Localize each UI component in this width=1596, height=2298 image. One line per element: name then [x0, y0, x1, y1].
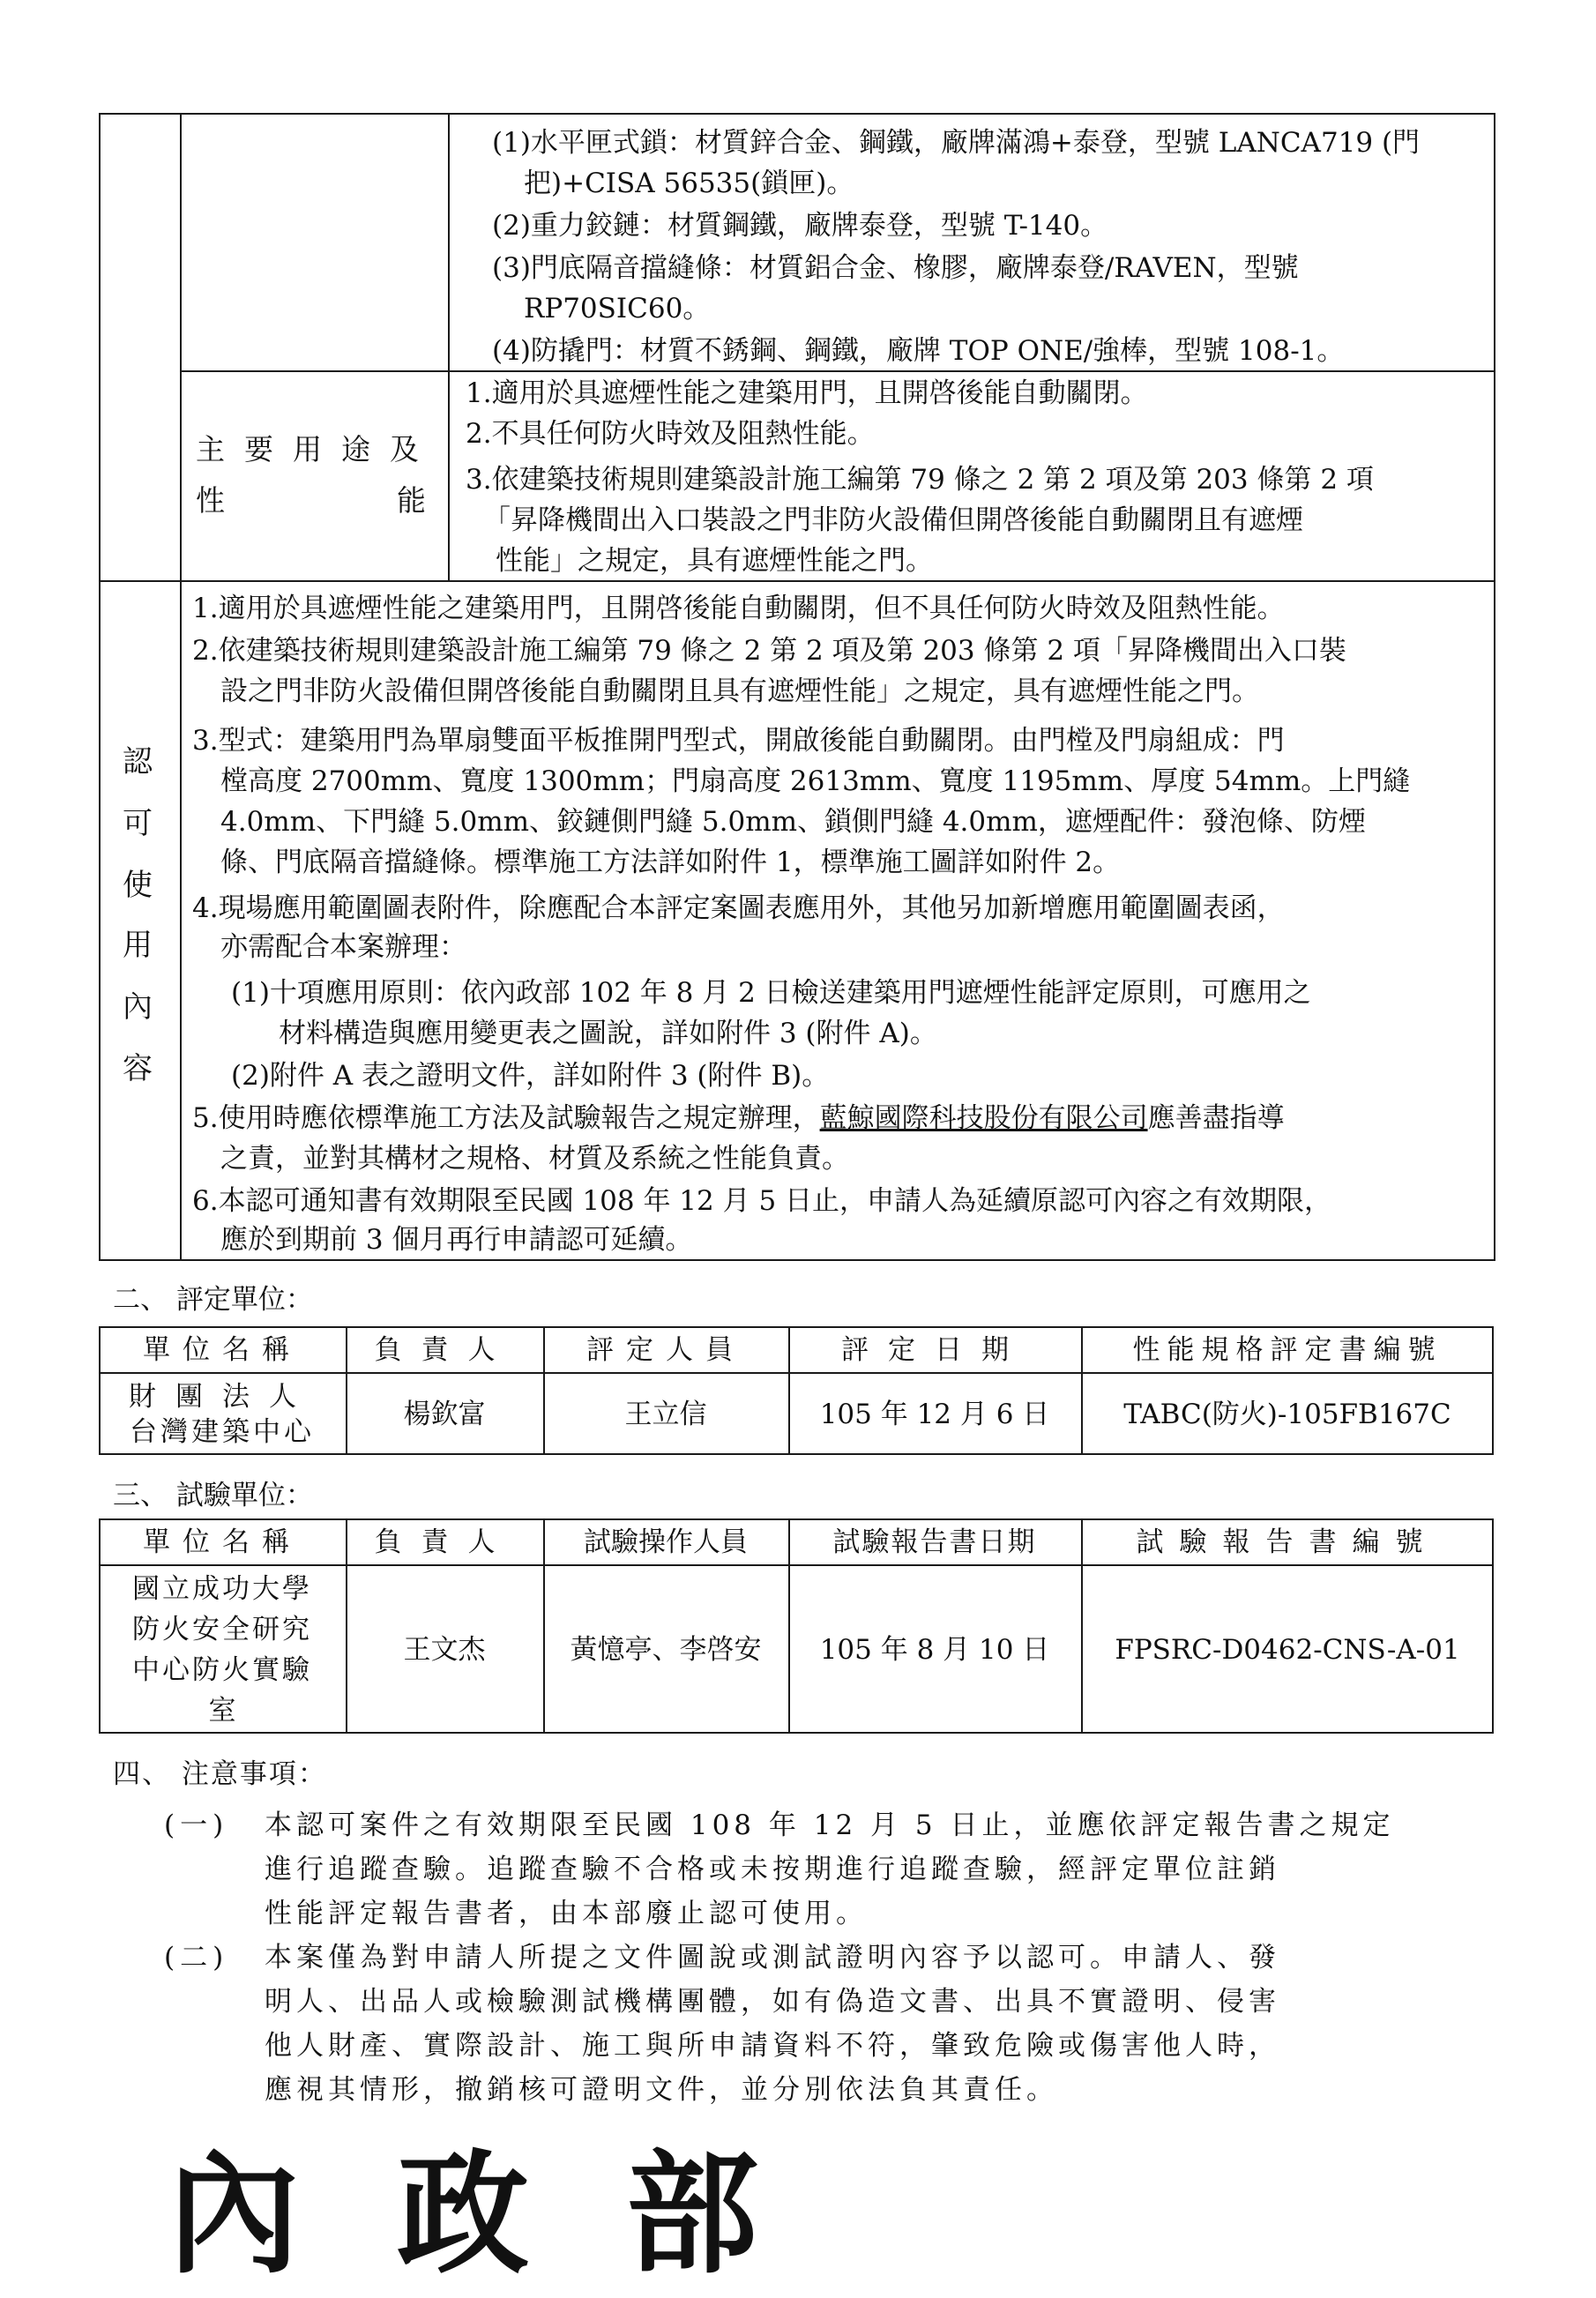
test-unit-line: 中心防火實驗 — [132, 1654, 312, 1686]
eval-header-date: 評定日期 — [841, 1334, 1028, 1366]
eval-header-person: 負責人 — [374, 1334, 515, 1366]
ministry-seal: 內政部 — [168, 2137, 856, 2292]
test-unit-line: 國立成功大學 — [132, 1573, 312, 1605]
test-cell-number: FPSRC-D0462-CNS-A-01 — [1115, 1634, 1460, 1666]
test-header-operators: 試驗操作人員 — [584, 1526, 748, 1558]
approval-line: 條、門底隔音擋縫條。標準施工方法詳如附件 1，標準施工圖詳如附件 2。 — [220, 847, 1121, 878]
approval-label-char: 可 — [123, 806, 153, 841]
eval-unit-line: 台灣建築中心 — [130, 1416, 315, 1448]
spec-line: (3)門底隔音擋縫條：材質鋁合金、橡膠，廠牌泰登/RAVEN，型號 — [492, 252, 1299, 284]
test-header-number: 試驗報告書編號 — [1136, 1526, 1439, 1558]
approval-line: 2.依建築技術規則建築設計施工編第 79 條之 2 第 2 項及第 203 條第 2 項「昇降機間出入口裝 — [192, 635, 1346, 667]
table-border-left — [99, 113, 101, 1261]
approval-line: (1)十項應用原則：依內政部 102 年 8 月 2 日檢送建築用門遮煙性能評定原則，可應用之 — [231, 977, 1311, 1009]
usage-line: 3.依建築技術規則建築設計施工編第 79 條之 2 第 2 項及第 203 條第 2 項 — [466, 464, 1374, 496]
table-divider-col2 — [448, 113, 450, 580]
approval-line: 亦需配合本案辦理： — [220, 931, 466, 963]
table-border-right — [1494, 113, 1495, 1261]
note2-line: 本案僅為對申請人所提之文件圖說或測試證明內容予以認可。申請人、發 — [265, 1942, 1280, 1973]
approval-line: 材料構造與應用變更表之圖說，詳如附件 3 (附件 A)。 — [279, 1018, 937, 1049]
approval-label-char: 使 — [123, 868, 153, 903]
eval-cell-date: 105 年 12 月 6 日 — [819, 1399, 1050, 1430]
test-header-date: 試驗報告書日期 — [832, 1526, 1037, 1558]
test-unit-line: 室 — [208, 1695, 236, 1727]
eval-header-unit: 單位名稱 — [143, 1334, 302, 1366]
approval-line: 應於到期前 3 個月再行申請認可延續。 — [220, 1224, 693, 1256]
test-cell-operators: 黃憶亭、李啓安 — [570, 1634, 762, 1666]
approval-label-char: 用 — [123, 928, 153, 963]
eval-cell-number: TABC(防火)-105FB167C — [1123, 1399, 1451, 1430]
approval-line: 樘高度 2700mm、寬度 1300mm；門扇高度 2613mm、寬度 1195mm、厚度 54mm。上門縫 — [220, 765, 1411, 797]
note1-line: 本認可案件之有效期限至民國 108 年 12 月 5 日止，並應依評定報告書之規定 — [265, 1809, 1395, 1841]
approval-label-char: 容 — [123, 1051, 153, 1086]
table-border-bottom — [99, 1259, 1495, 1261]
eval-cell-evaluator: 王立信 — [624, 1399, 707, 1430]
approval-line: 3.型式：建築用門為單扇雙面平板推開門型式，開啟後能自動關閉。由門樘及門扇組成：門 — [192, 725, 1285, 757]
usage-label-line1: 主要用途及 — [196, 432, 438, 466]
approval-line5-suffix: 應善盡指導 — [1147, 1102, 1285, 1134]
approval-line: 4.0mm、下門縫 5.0mm、鉸鏈側門縫 5.0mm、鎖側門縫 4.0mm，遮煙配件：發泡條、防煙 — [220, 806, 1366, 838]
approval-line: 1.適用於具遮煙性能之建築用門，且開啓後能自動關閉，但不具任何防火時效及阻熱性能。 — [192, 593, 1285, 624]
approval-line: 之責，並對其構材之規格、材質及系統之性能負責。 — [220, 1143, 849, 1175]
approval-label-char: 認 — [123, 744, 153, 780]
eval-header-number: 性能規格評定書編號 — [1132, 1334, 1443, 1366]
usage-label-line2b: 能 — [397, 483, 426, 518]
test-cell-unit — [99, 1566, 346, 1734]
note1-marker: (一) — [164, 1809, 229, 1841]
test-unit-line: 防火安全研究 — [132, 1614, 312, 1645]
section3-heading: 三、 試驗單位： — [113, 1480, 313, 1511]
eval-unit-line: 財團法人 — [129, 1381, 316, 1413]
approval-line: 4.現場應用範圍圖表附件，除應配合本評定案圖表應用外，其他另加新增應用範圍圖表函， — [192, 892, 1285, 924]
approval-line: 設之門非防火設備但開啓後能自動關閉且具有遮煙性能」之規定，具有遮煙性能之門。 — [220, 675, 1259, 707]
note2-line: 明人、出品人或檢驗測試機構團體，如有偽造文書、出具不實證明、侵害 — [265, 1986, 1280, 2018]
test-cell-person: 王文杰 — [403, 1634, 486, 1666]
note2-line: 他人財產、實際設計、施工與所申請資料不符，肇致危險或傷害他人時， — [265, 2030, 1280, 2062]
table-border-top — [99, 113, 1495, 115]
table-divider-row1 — [180, 370, 1494, 372]
note1-line: 性能評定報告書者，由本部廢止認可使用。 — [265, 1898, 868, 1929]
eval-header-evaluator: 評定人員 — [586, 1334, 745, 1366]
test-header-person: 負責人 — [374, 1526, 515, 1558]
note2-line: 應視其情形，撤銷核可證明文件，並分別依法負其責任。 — [265, 2074, 1058, 2106]
approval-line: 6.本認可通知書有效期限至民國 108 年 12 月 5 日止，申請人為延續原認可內容之有效期限， — [192, 1185, 1332, 1217]
company-name: 藍鯨國際科技股份有限公司 — [819, 1102, 1148, 1134]
table-divider-col1 — [180, 113, 182, 1261]
note1-line: 進行追蹤查驗。追蹤查驗不合格或未按期進行追蹤查驗，經評定單位註銷 — [265, 1854, 1280, 1885]
test-cell-date: 105 年 8 月 10 日 — [819, 1634, 1050, 1666]
note2-marker: (二) — [164, 1942, 229, 1973]
approval-line — [192, 1099, 1285, 1138]
eval-cell-unit — [99, 1374, 346, 1455]
test-header-unit: 單位名稱 — [143, 1526, 302, 1558]
spec-line: 把)+CISA 56535(鎖匣)。 — [524, 168, 854, 199]
usage-label-line2a: 性 — [196, 483, 225, 518]
spec-line: (2)重力鉸鏈：材質鋼鐵，廠牌泰登，型號 T-140。 — [492, 210, 1108, 242]
spec-line: RP70SIC60。 — [524, 293, 711, 325]
usage-line: 2.不具任何防火時效及阻熱性能。 — [466, 418, 875, 450]
usage-line: 1.適用於具遮煙性能之建築用門，且開啓後能自動關閉。 — [466, 377, 1148, 409]
eval-cell-person: 楊欽富 — [403, 1399, 486, 1430]
approval-line5-prefix: 5.使用時應依標準施工方法及試驗報告之規定辦理， — [192, 1102, 820, 1134]
spec-line: (1)水平匣式鎖：材質鋅合金、鋼鐵，廠牌滿鴻+泰登，型號 LANCA719 (門 — [492, 127, 1421, 159]
spec-line: (4)防撬門：材質不銹鋼、鋼鐵，廠牌 TOP ONE/強棒，型號 108-1。 — [492, 335, 1345, 367]
table-divider-row2 — [99, 580, 1495, 582]
usage-line: 性能」之規定，具有遮煙性能之門。 — [496, 545, 933, 577]
usage-line: 「昇降機間出入口裝設之門非防火設備但開啓後能自動關閉且有遮煙 — [483, 504, 1303, 536]
approval-label-char: 內 — [123, 989, 153, 1025]
approval-line: (2)附件 A 表之證明文件，詳如附件 3 (附件 B)。 — [231, 1060, 830, 1092]
section4-heading: 四、 注意事項： — [113, 1758, 327, 1790]
section2-heading: 二、 評定單位： — [113, 1284, 313, 1316]
